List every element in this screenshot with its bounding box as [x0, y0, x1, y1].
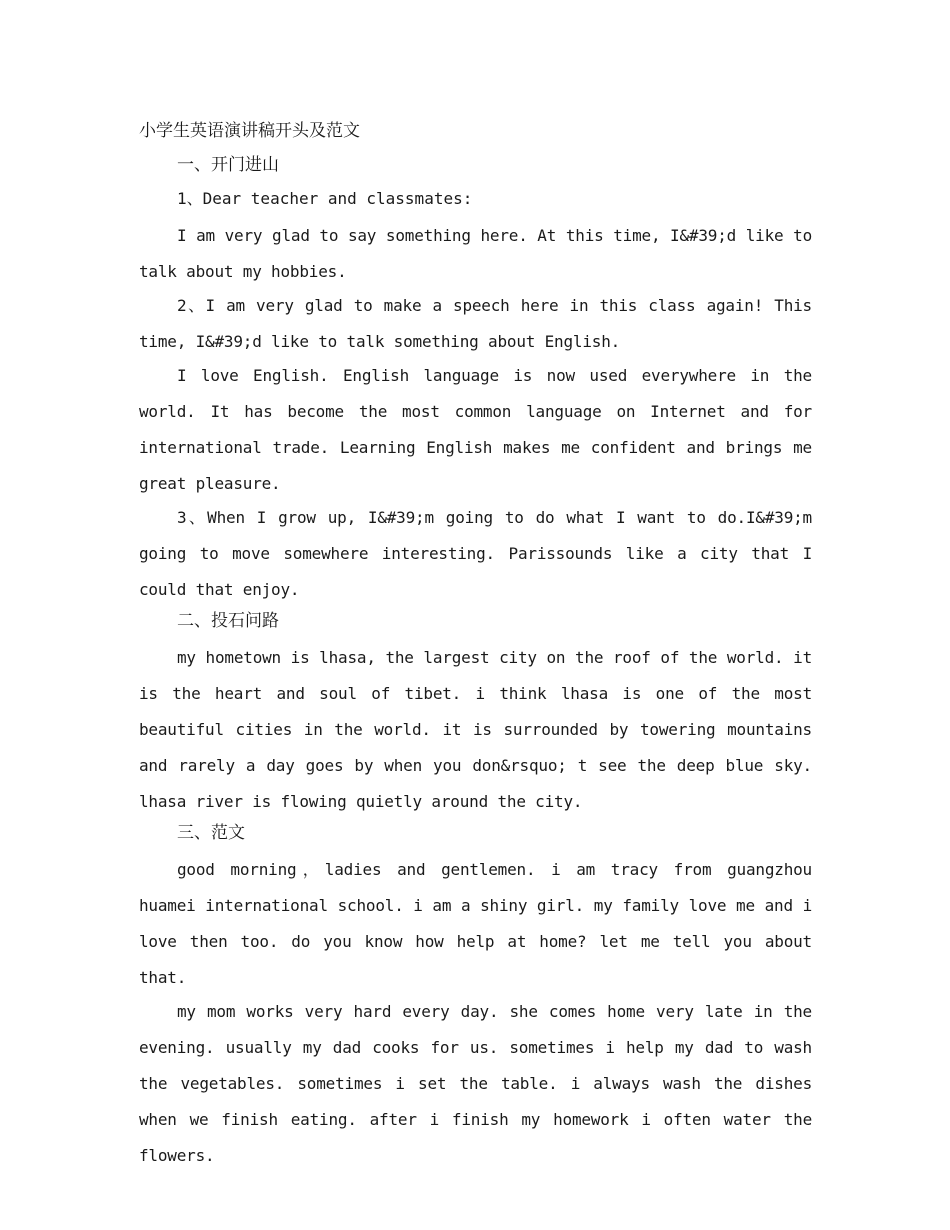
item-2-text: 2、I am very glad to make a speech here in this class again! This time, I&#39;d like to talk something about English.: [139, 296, 812, 351]
section-2-text: my hometown is lhasa, the largest city on the roof of the world. it is the heart and soul of tibet. i think lhasa is one of the most beautiful cities in the world. it is surrounded by towering mountains and rarely a day goes by when you don&rsquo; t see the deep blue sky. lhasa river is flowing quietly around the city.: [139, 648, 812, 811]
document-title: 小学生英语演讲稿开头及范文: [139, 121, 360, 141]
item-2-continuation: I love English. English language is now used everywhere in the world. It has become the most common language on Internet and for international trade. Learning English makes me confident and brings me great pleasure.: [139, 366, 812, 493]
item-3-text: 3、When I grow up, I&#39;m going to do what I want to do.I&#39;m going to move somewhere interesting. Parissounds like a city that I could that enjoy.: [139, 508, 812, 599]
section-heading-1: 一、开门进山: [177, 155, 279, 175]
section-heading-2: 二、投石问路: [177, 611, 279, 631]
sample-paragraph-1: good morning，ladies and gentlemen. i am tracy from guangzhou huamei international school. i am a shiny girl. my family love me and i love then too. do you know how help at home? let me tell you about that.: [139, 860, 812, 987]
item-1-text: I am very glad to say something here. At this time, I&#39;d like to talk about my hobbies.: [139, 226, 812, 281]
document-page: [139, 116, 812, 1172]
section-heading-3: 三、范文: [177, 823, 245, 843]
sample-paragraph-2: my mom works very hard every day. she comes home very late in the evening. usually my dad cooks for us. sometimes i help my dad to wash the vegetables. sometimes i set the table. i always wash the dishes when we finish eating. after i finish my homework i often water the flowers.: [139, 1002, 812, 1165]
item-1-label: 1、Dear teacher and classmates:: [177, 189, 473, 208]
